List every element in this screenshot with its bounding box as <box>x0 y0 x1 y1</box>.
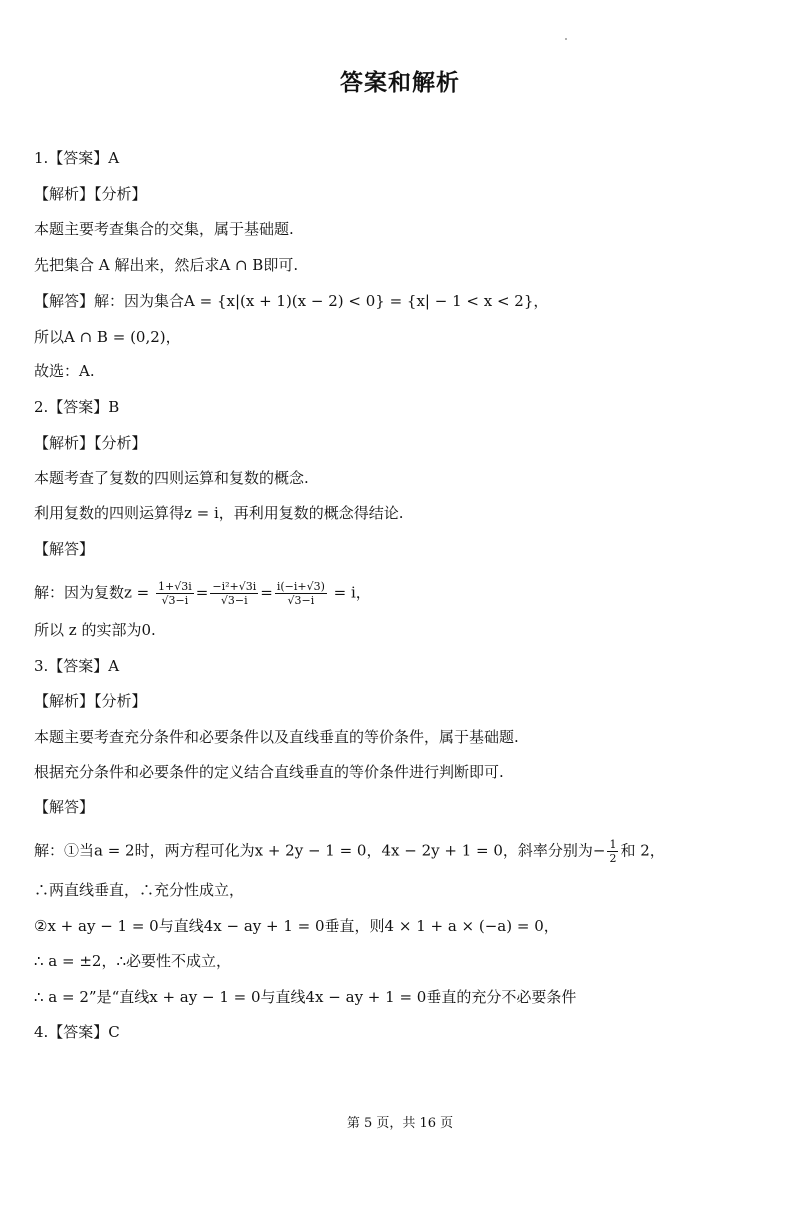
q3-l1-suffix: 和 2， <box>620 841 665 860</box>
q1-answer: 1.【答案】A <box>34 149 120 167</box>
q3-fraction-half <box>607 838 618 865</box>
q2-analysis-tag: 【解析】【分析】 <box>34 434 147 452</box>
q2-sol-prefix: 解：因为复数z = <box>34 583 150 602</box>
q3-answer: 3.【答案】A <box>34 657 120 675</box>
q2-f3-num: i(−i+√3) <box>276 580 325 593</box>
q2-real-part: 所以 z 的实部为0. <box>34 621 156 639</box>
q1-text-1: 本题主要考查集合的交集，属于基础题. <box>34 220 294 238</box>
q2-fraction-3 <box>275 580 327 607</box>
q2-f2-den: √3−i <box>220 594 248 607</box>
page-footer: 第 5 页，共 16 页 <box>346 1116 454 1131</box>
q2-sol-suffix: = i， <box>333 583 371 602</box>
scan-dot <box>565 38 567 40</box>
q3-l1-prefix: 解：①当a = 2时，两方程可化为x + 2y − 1 = 0，4x − 2y + 1 = 0，斜率分别为− <box>34 841 606 860</box>
q3-solution-5: ∴ a = 2”是“直线x + ay − 1 = 0与直线4x − ay + 1 = 0垂直的充分不必要条件 <box>34 988 577 1006</box>
q2-f3-den: √3−i <box>287 594 315 607</box>
q3-text-2: 根据充分条件和必要条件的定义结合直线垂直的等价条件进行判断即可. <box>34 763 504 781</box>
q3-half-den: 2 <box>609 852 617 865</box>
q1-text-4: 所以A ∩ B = (0,2)， <box>34 328 181 346</box>
q3-solution-1 <box>34 838 665 865</box>
q2-f2-num: −i²+√3i <box>212 580 257 593</box>
q2-text-2: 利用复数的四则运算得z = i，再利用复数的概念得结论. <box>34 504 404 522</box>
q3-analysis-tag: 【解析】【分析】 <box>34 692 147 710</box>
q1-choice: 故选：A. <box>34 362 95 380</box>
q2-f1-den: √3−i <box>161 594 189 607</box>
q2-solve-tag: 【解答】 <box>34 540 95 558</box>
q3-half-num: 1 <box>609 838 617 851</box>
q1-text-2: 先把集合 A 解出来，然后求A ∩ B即可. <box>34 256 299 274</box>
q2-f1-num: 1+√3i <box>158 580 192 593</box>
q3-solve-tag: 【解答】 <box>34 798 95 816</box>
q2-fraction-1 <box>156 580 194 607</box>
q2-text-1: 本题考查了复数的四则运算和复数的概念. <box>34 469 309 487</box>
q3-solution-2: ∴两直线垂直，∴充分性成立， <box>34 881 245 899</box>
page-title: 答案和解析 <box>340 70 460 96</box>
q3-solution-3: ②x + ay − 1 = 0与直线4x − ay + 1 = 0垂直，则4 × 1 + a × (−a) = 0， <box>34 917 559 935</box>
q3-text-1: 本题主要考查充分条件和必要条件以及直线垂直的等价条件，属于基础题. <box>34 728 519 746</box>
q2-solution: 解：因为复数z = $\frac{1+√3i}{√3-i}$ = $\frac{\text{−i²+√3i}}{√3-i}$ = $\frac{i(-i+√3)}{√3-i}$ = i， <box>34 580 371 607</box>
q4-answer: 4.【答案】C <box>34 1023 120 1041</box>
q1-analysis-tag: 【解析】【分析】 <box>34 185 147 203</box>
q3-solution-4: ∴ a = ±2，∴必要性不成立， <box>34 952 232 970</box>
q1-solution: 【解答】解：因为集合A = {x|(x + 1)(x − 2) < 0} = {x| − 1 < x < 2}， <box>34 292 549 310</box>
q2-fraction-2 <box>210 580 258 607</box>
q2-answer: 2.【答案】B <box>34 398 120 416</box>
